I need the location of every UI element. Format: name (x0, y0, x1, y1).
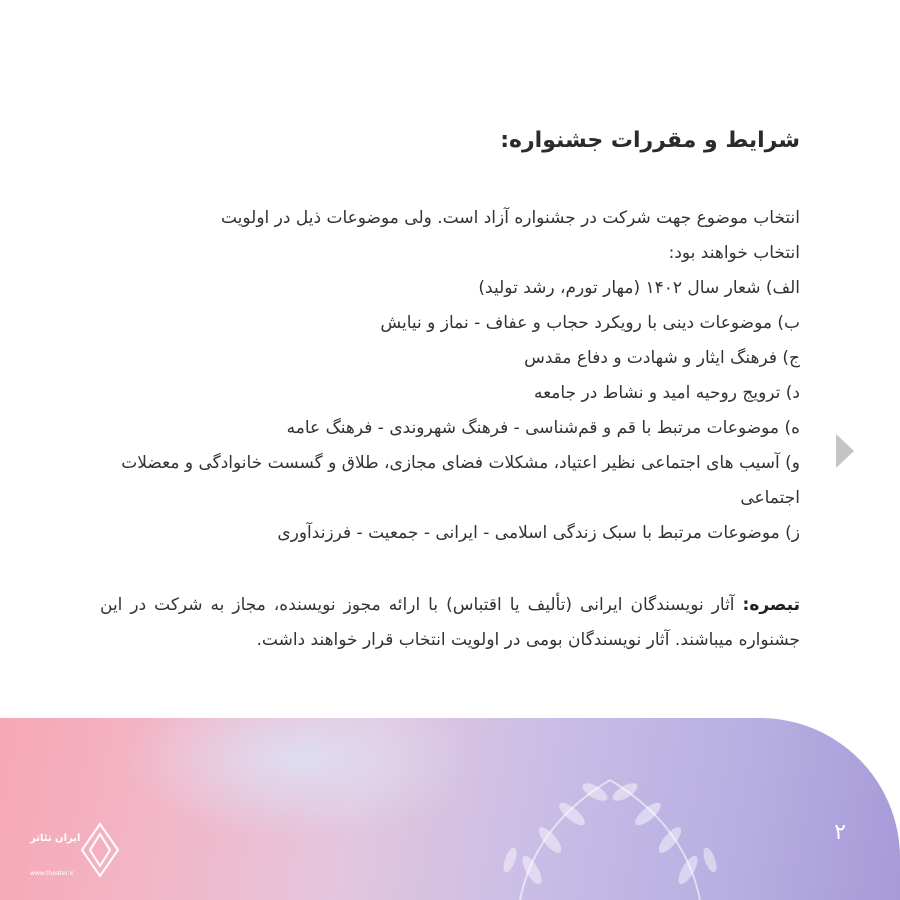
footer-background (0, 718, 900, 900)
topic-list (100, 271, 800, 551)
list-item: الف) شعار سال ۱۴۰۲ (مهار تورم، رشد تولید) (478, 278, 800, 298)
note-text: آثار نویسندگان ایرانی (تألیف یا اقتباس) با ارائه مجوز نویسنده، مجاز به شرکت در این جشنواره میباشند. آثار نویسندگان بومی در اولویت انتخاب قرار خواهند داشت. (100, 595, 800, 650)
note-paragraph (100, 588, 800, 658)
intro-line: انتخاب خواهند بود: (668, 243, 800, 263)
list-item: ب) موضوعات دینی با رویکرد حجاب و عفاف - نماز و نیایش (380, 313, 800, 333)
document-body (100, 118, 800, 658)
list-item: ه) موضوعات مرتبط با قم و قم‌شناسی - فرهنگ شهروندی - فرهنگ عامه (286, 418, 800, 438)
list-item: ج) فرهنگ ایثار و شهادت و دفاع مقدس (524, 348, 800, 368)
page-title: شرایط و مقررات جشنواره: (500, 128, 800, 153)
list-item: و) آسیب های اجتماعی نظیر اعتیاد، مشکلات فضای مجازی، طلاق و گسست خانوادگی و معضلات اجتماعی (121, 453, 800, 508)
intro-paragraph (100, 201, 800, 271)
next-arrow-icon[interactable] (834, 432, 856, 470)
logo-url: www.theater.ir (30, 870, 74, 877)
list-item: ز) موضوعات مرتبط با سبک زندگی اسلامی - ایرانی - جمعیت - فرزندآوری (277, 523, 800, 543)
laurel-icon (480, 740, 740, 900)
list-item: د) ترویج روحیه امید و نشاط در جامعه (533, 383, 800, 403)
intro-line: انتخاب موضوع جهت شرکت در جشنواره آزاد است. ولی موضوعات ذیل در اولویت (220, 208, 800, 228)
page-number: ۲ (834, 820, 846, 845)
note-label: تبصره: (742, 595, 800, 615)
logo-name: ایران تئاتر (30, 833, 81, 844)
